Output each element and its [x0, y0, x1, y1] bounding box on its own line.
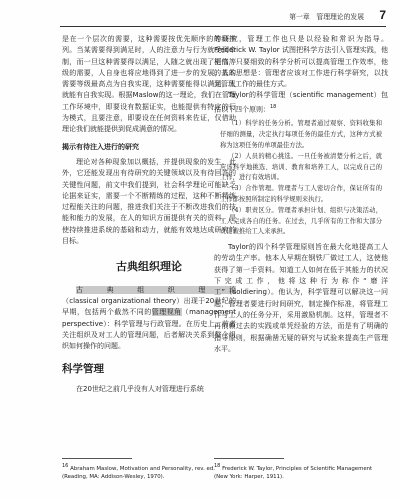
paragraph: Taylor的四个科学管理原则旨在最大化地提高工人的劳动生产率。他本人早期在钢铁厂做过工人，这使他获得了第一手资料。知道工人如何在低于其能力的状况下完成工作，他将这种行为称作“磨洋工”（soldiering）。他认为，科学管理可以解决这一问题，管理者要进行时间研究，制定操作标准，将管理工作与工人的任务分开，采用激励机制。这样，管理者不再依赖过去的实践或单凭经验的方法，而是有了明确的指导原则，根据确凿无疑的研究与试验来提高生产管理水平。 [214, 243, 388, 353]
footnote-number: 16 [62, 463, 69, 469]
footnote-number: 18 [214, 463, 221, 469]
chapter-title: 第一章 管理理论的发展 [289, 13, 364, 21]
list-item: （4）职责区分。管理者承担计划、组织与决策活动，工人完成各自的任务。在过去，几乎所有的工作和大部分责任被推给工人来承担。 [220, 206, 382, 236]
paragraph [214, 90, 388, 115]
footnote [62, 462, 232, 481]
footnote-text: Abraham Maslow, Motivation and Personality, rev. ed. (Reading, MA: Addison-Wesley, 1970). [62, 465, 215, 480]
highlighted-term: 古典组织理论 [76, 285, 236, 294]
running-header [0, 8, 400, 24]
highlighted-term: 管理视角 [151, 308, 182, 317]
term-english: （classical organizational theory） [62, 296, 184, 305]
paragraph: 是在一个层次的需要，这种需要按优先顺序的等级排列。当某需要得到满足时，人的注意力与行为就受到牵制，而一旦这种需要得以满足，人随之就出现了更高等级的需要，人自身也将应地得到了进一步的发展，人的需要等级最高点为自我实现，这种需要能得以满足，人就能有自我实现。根据Maslow的这一理论，我们在管理工作环境中，即要设有数据证实，也能提供有特定的行为模式，且要注意，即要设在任何资料来佐证，仅借助理论我们就能提供到促成满意的情况。 [62, 35, 236, 134]
header-rule [60, 26, 386, 27]
footnote [214, 462, 384, 481]
left-column [62, 34, 236, 395]
paragraph: 理论对各种现象加以概括，并提供现象的发生，此外，它还能发现出有待研究的关键领域以及有待回答的关键性问题，前文中我们提到，社会科学理论可能缺乏论据来证实，需要一个不断精练的过程，这种不断精练过程能关注的问题，推进我们关注于不断改进我们的技能和能力的发展，在人的知识方面提供有关的资料，是使持续推进系统的基础和动力，就能有效地达成研究的目标。 [62, 157, 236, 246]
footnote-rule [214, 458, 284, 459]
subheading: 揭示有待注入进行的研究 [62, 142, 139, 151]
text-run: Taylor的科学管理（scientific management）包括以下四个原则： [214, 91, 388, 114]
section-heading: 古典组织理论 [116, 260, 182, 274]
footnote-text: Frederick W. Taylor, Principles of Scientific Management (New York: Harper, 1911). [214, 465, 373, 480]
list-item: （1）科学的任务分析。管理者通过观察、资料收集和仔细的测量，决定执行每项任务的最佳方式，这种方式被称为这项任务的单项最佳方法。 [220, 120, 382, 149]
section-heading: 科学管理 [62, 363, 104, 376]
paragraph [62, 285, 236, 353]
footnote-rule [62, 458, 132, 459]
footnote-ref: 18 [270, 103, 277, 110]
right-column [214, 34, 388, 355]
list-item: （3）合作管理。管理者与工人密切合作，保证所有的工作都按照所制定的科学规则来执行。 [220, 185, 382, 203]
page-number: 7 [379, 8, 386, 22]
paragraph: 的研究，管理工作也只是以经验和常识为指导。Frederick W. Taylor 试图把科学方法引入管理实践，他相信，只要细致的科学分析可以提高管理工作效率，他的基本思想是：管理者应该对工作进行科学研究，以找到管理工作的最佳方式。 [214, 35, 388, 89]
text-run: 出现于20世纪的早期，包括两个截然不同的 [62, 296, 236, 317]
text-run: （management perspective）：科学管理与行政管理。在历史上，前者关注组织及对工人的管理问题，后者解决关系到整个组织如何操作的问题。 [62, 308, 236, 351]
block-quote [220, 119, 382, 238]
paragraph: 在20世纪之前几乎没有人对管理进行系统 [76, 384, 204, 393]
list-item: （2）人员的精心挑选。一旦任务被清楚分析之后，就应该科学地挑选、培训、教育和培养工人，以完成自己的工作，进行有效培训。 [220, 152, 382, 182]
